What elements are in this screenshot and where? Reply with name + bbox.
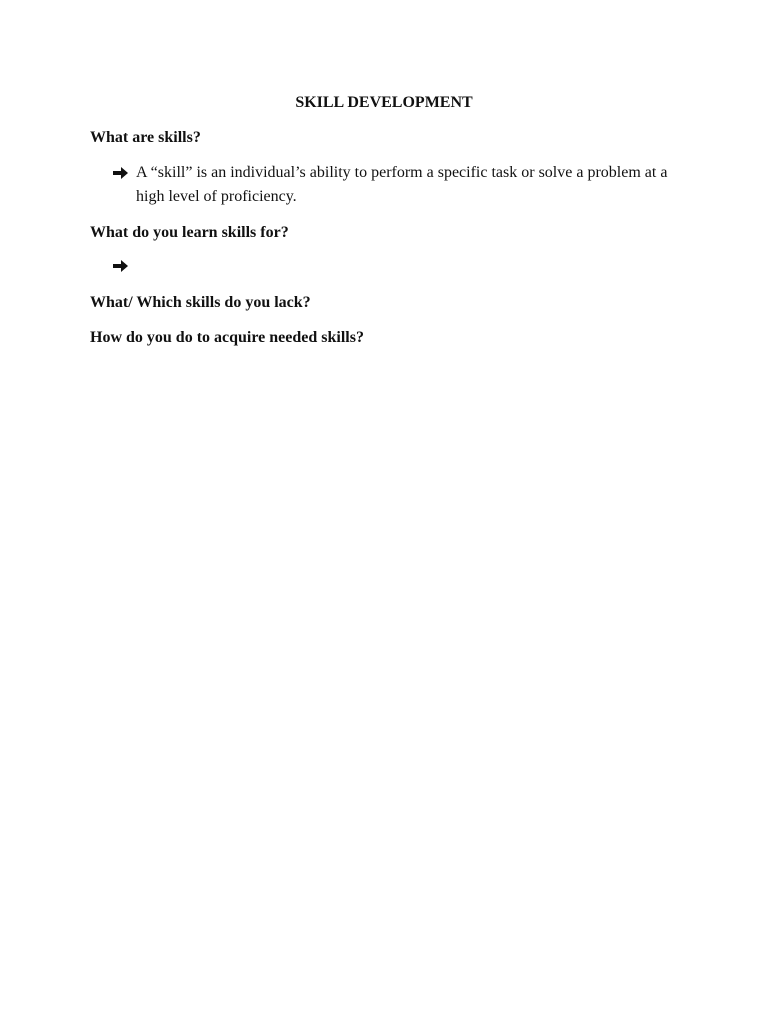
question-acquire-skills: How do you do to acquire needed skills?: [90, 329, 364, 346]
question-what-are-skills: What are skills?: [90, 129, 201, 146]
answer-what-are-skills: [112, 161, 692, 209]
right-arrow-icon: [112, 254, 132, 278]
question-learn-skills-for: What do you learn skills for?: [90, 224, 289, 241]
answer-text: A “skill” is an individual’s ability to perform a specific task or solve a problem at a high level of proficiency.: [136, 164, 668, 205]
question-skills-lack: What/ Which skills do you lack?: [90, 294, 311, 311]
right-arrow-icon: [112, 161, 132, 185]
page-title: SKILL DEVELOPMENT: [295, 94, 473, 111]
